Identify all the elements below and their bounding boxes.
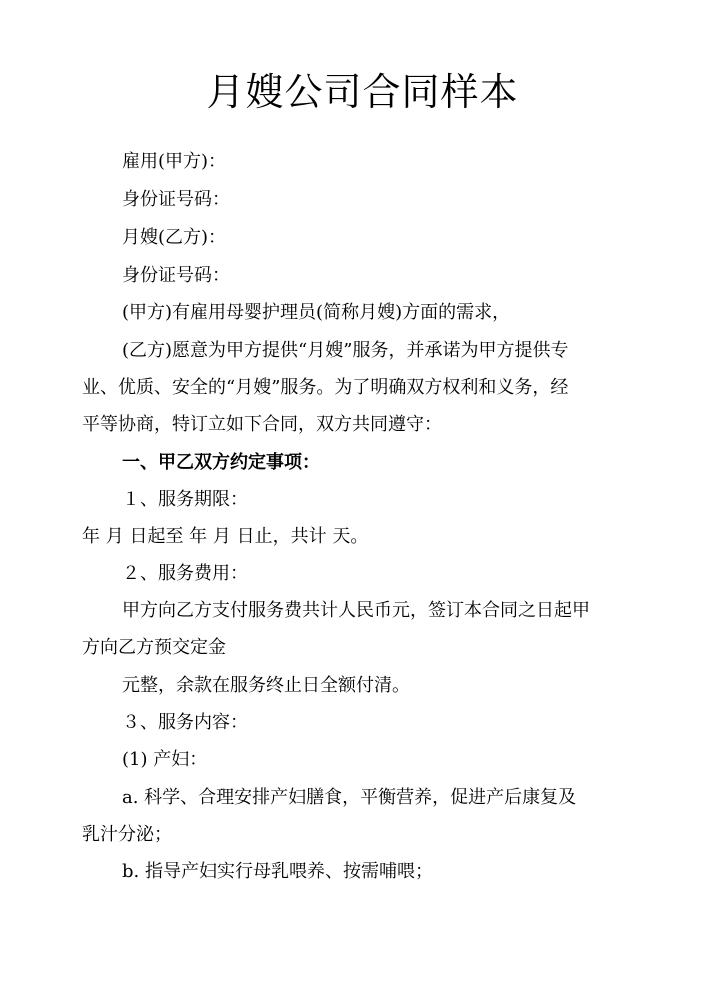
paragraph-line: 方向乙方预交定金 <box>82 637 226 658</box>
paragraph-line: (甲方)有雇用母婴护理员(简称月嫂)方面的需求， <box>122 302 511 323</box>
list-item: b. 指导产妇实行母乳喂养、按需哺喂； <box>122 861 433 882</box>
list-item: (1) 产妇： <box>122 749 208 770</box>
list-item: a. 科学、合理安排产妇膳食，平衡营养，促进产后康复及 <box>122 787 577 808</box>
employer-id-label: 身份证号码： <box>122 189 230 210</box>
nanny-label: 月嫂(乙方)： <box>122 227 227 248</box>
paragraph-line: 年 月 日起至 年 月 日止，共计 天。 <box>82 526 369 547</box>
paragraph-line: 业、优质、安全的“月嫂”服务。为了明确双方权利和义务，经 <box>82 377 569 398</box>
paragraph-line: 甲方向乙方支付服务费共计人民币元，签订本合同之日起甲 <box>122 600 590 621</box>
employer-label: 雇用(甲方)： <box>122 151 227 172</box>
subheading: ２、服务费用： <box>122 563 248 584</box>
list-item: 乳汁分泌； <box>82 824 172 845</box>
page-title: 月嫂公司合同样本 <box>206 70 519 114</box>
subheading: １、服务期限： <box>122 489 248 510</box>
subheading: ３、服务内容： <box>122 712 248 733</box>
paragraph-line: 平等协商，特订立如下合同，双方共同遵守： <box>82 414 442 435</box>
paragraph-line: (乙方)愿意为甲方提供“月嫂”服务，并承诺为甲方提供专 <box>122 340 569 361</box>
paragraph-line: 元整，余款在服务终止日全额付清。 <box>122 675 410 696</box>
nanny-id-label: 身份证号码： <box>122 265 230 286</box>
section-heading: 一、甲乙双方约定事项： <box>122 452 320 473</box>
